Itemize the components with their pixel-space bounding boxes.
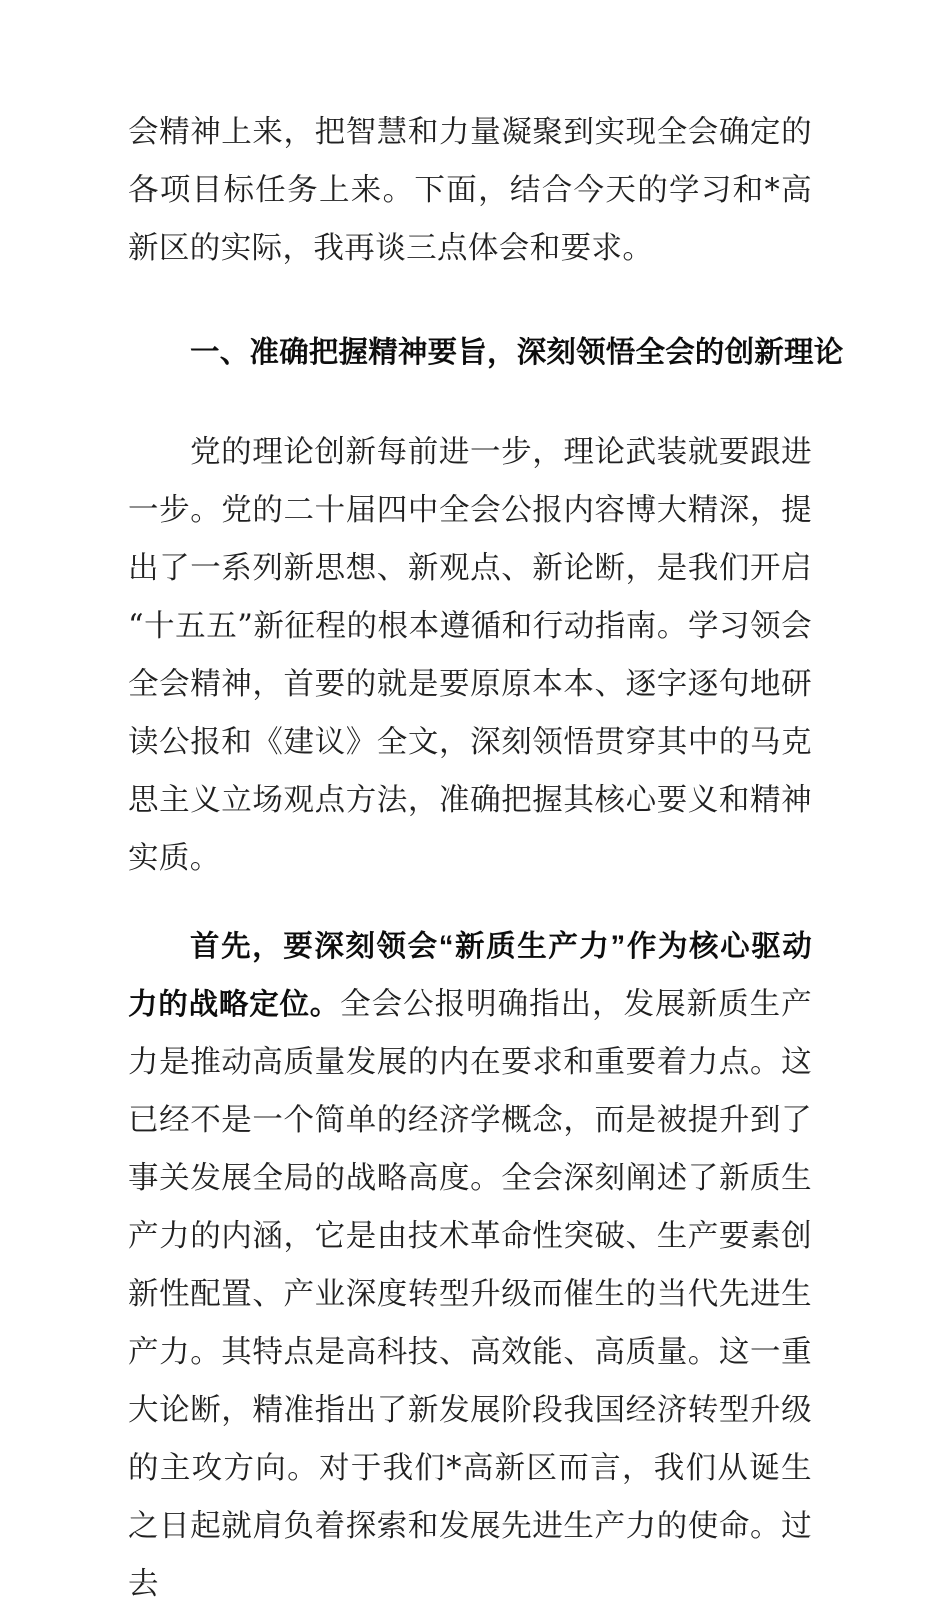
paragraph-theory-innovation: 党的理论创新每前进一步，理论武装就要跟进一步。党的二十届四中全会公报内容博大精深，提出了一系列新思想、新观点、新论断，是我们开启“十五五”新征程的根本遵循和行动指南。学习领会全会精神，首要的就是要原原本本、逐字逐句地研读公报和《建议》全文，深刻领悟贯穿其中的马克思主义立场观点方法，准确把握其核心要义和精神实质。 bbox=[128, 435, 812, 876]
spacer-between-paragraphs bbox=[128, 888, 812, 918]
text-column bbox=[128, 104, 844, 1614]
paragraph-new-productive-forces bbox=[128, 918, 812, 1614]
heading-section-1: 一、准确把握精神要旨，深刻领悟全会的创新理论 bbox=[190, 336, 844, 369]
paragraph-lead-bold-run: 首先，要深刻领会“新质生产力”作为核心驱动力的战略定位。 bbox=[128, 930, 812, 1021]
spacer-before-heading bbox=[128, 278, 812, 324]
paragraph-opening: 会精神上来，把智慧和力量凝聚到实现全会确定的各项目标任务上来。下面，结合今天的学习和*高新区的实际，我再谈三点体会和要求。 bbox=[128, 115, 812, 266]
paragraph-body-run: 全会公报明确指出，发展新质生产力是推动高质量发展的内在要求和重要着力点。这已经不是一个简单的经济学概念，而是被提升到了事关发展全局的战略高度。全会深刻阐述了新质生产力的内涵，它是由技术革命性突破、生产要素创新性配置、产业深度转型升级而催生的当代先进生产力。其特点是高科技、高效能、高质量。这一重大论断，精准指出了新发展阶段我国经济转型升级的主攻方向。对于我们*高新区而言，我们从诞生之日起就肩负着探索和发展先进生产力的使命。过去 bbox=[128, 987, 813, 1602]
spacer-after-heading bbox=[128, 382, 812, 424]
